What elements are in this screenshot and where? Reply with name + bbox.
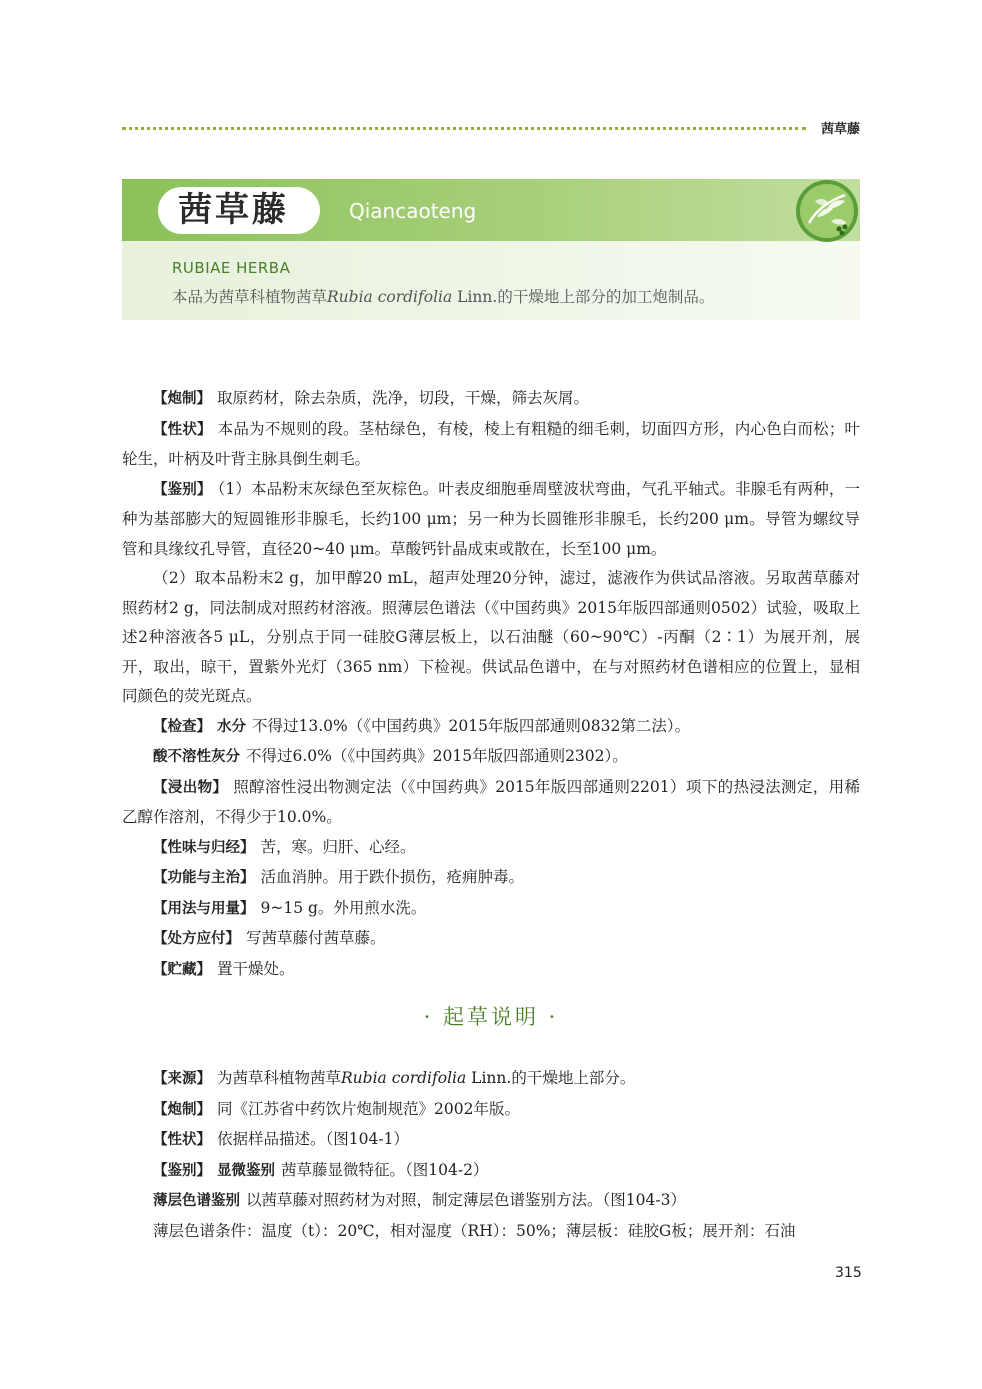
draft-laiyuan: 【来源】 为茜草科植物茜草Rubia cordifolia Linn.的干燥地上部分。 — [153, 1069, 636, 1087]
draft-paozhi: 【炮制】 同《江苏省中药饮片炮制规范》2002年版。 — [153, 1099, 520, 1118]
section-paozhi: 【炮制】 取原药材，除去杂质，洗净，切段，干燥，筛去灰屑。 — [153, 389, 590, 407]
draft-tlc-conditions: 薄层色谱条件：温度（t）：20℃，相对湿度（RH）：50%；薄层板：硅胶G板；展开剂：石油 — [153, 1221, 796, 1240]
entry-title-cn: 茜草藤 — [178, 190, 289, 230]
monograph-body — [122, 384, 860, 985]
page-number: 315 — [835, 1265, 862, 1281]
drafting-notes-title: · 起草说明 · — [423, 1005, 559, 1029]
draft-xingzhuang: 【性状】 依据样品描述。（图104-1） — [153, 1130, 409, 1148]
section-yongfa: 【用法与用量】 9~15 g。外用煎水洗。 — [153, 898, 427, 917]
section-jiancha: 【检查】 水分 不得过13.0%（《中国药典》2015年版四部通则0832第二法）。 — [153, 716, 691, 735]
plant-emblem-icon — [795, 179, 859, 243]
draft-tlc: 薄层色谱鉴别 以茜草藤对照药材为对照，制定薄层色谱鉴别方法。（图104-3） — [153, 1191, 686, 1209]
entry-title-pinyin: Qiancaoteng — [349, 199, 477, 223]
section-xingzhuang: 【性状】 本品为不规则的段。茎枯绿色，有棱，棱上有粗糙的细毛刺，切面四方形，内心色白而松；叶轮生，叶柄及叶背主脉具倒生刺毛。 — [122, 419, 860, 468]
section-xingwei: 【性味与归经】 苦，寒。归肝、心经。 — [153, 837, 416, 856]
section-jinchuwu: 【浸出物】 照醇溶性浸出物测定法（《中国药典》2015年版四部通则2201）项下的热浸法测定，用稀乙醇作溶剂，不得少于10.0%。 — [122, 777, 860, 826]
draft-jianbie: 【鉴别】 显微鉴别 茜草藤显微特征。（图104-2） — [153, 1160, 489, 1179]
banner-bottom-band — [122, 241, 860, 320]
section-chufang: 【处方应付】 写茜草藤付茜草藤。 — [153, 929, 386, 947]
dotted-rule — [122, 127, 806, 130]
section-jianbie: 【鉴别】 （1）本品粉末灰绿色至灰棕色。叶表皮细胞垂周壁波状弯曲，气孔平轴式。非腺毛有两种，一种为基部膨大的短圆锥形非腺毛，长约100 μm；另一种为长圆锥形非腺毛，长约200 μm。导管为螺纹导管和具缘纹孔导管，直径20~40 μm。草酸钙针晶成束或散在，长至100 μm。 — [122, 479, 860, 558]
species-name: Rubia cordifolia — [327, 288, 453, 306]
latin-name: RUBIAE HERBA — [172, 259, 291, 277]
running-head — [122, 118, 860, 138]
section-jianbie-2: （2）取本品粉末2 g，加甲醇20 mL，超声处理20分钟，滤过，滤液作为供试品溶液。另取茜草藤对照药材2 g，同法制成对照药材溶液。照薄层色谱法（《中国药典》2015年版四部通则0502）试验，吸取上述2种溶液各5 μL，分别点于同一硅胶G薄层板上，以石油醚（60~90℃）-丙酮（2∶1）为展开剂，展开，取出，晾干，置紫外光灯（365 nm）下检视。供试品色谱中，在与对照药材色谱相应的位置上，显相同颜色的荧光斑点。 — [122, 569, 860, 705]
entry-description: 本品为茜草科植物茜草Rubia cordifolia Linn.的干燥地上部分的加工炮制品。 — [172, 288, 715, 306]
running-head-title: 茜草藤 — [820, 122, 860, 137]
section-zhucang: 【贮藏】 置干燥处。 — [153, 959, 295, 978]
section-jiancha-ash: 酸不溶性灰分 不得过6.0%（《中国药典》2015年版四部通则2302）。 — [153, 747, 628, 765]
drafting-notes — [122, 1064, 860, 1246]
title-banner — [122, 179, 860, 320]
species-name: Rubia cordifolia — [341, 1069, 467, 1087]
section-gongneng: 【功能与主治】 活血消肿。用于跌仆损伤，疮痈肿毒。 — [153, 868, 525, 886]
